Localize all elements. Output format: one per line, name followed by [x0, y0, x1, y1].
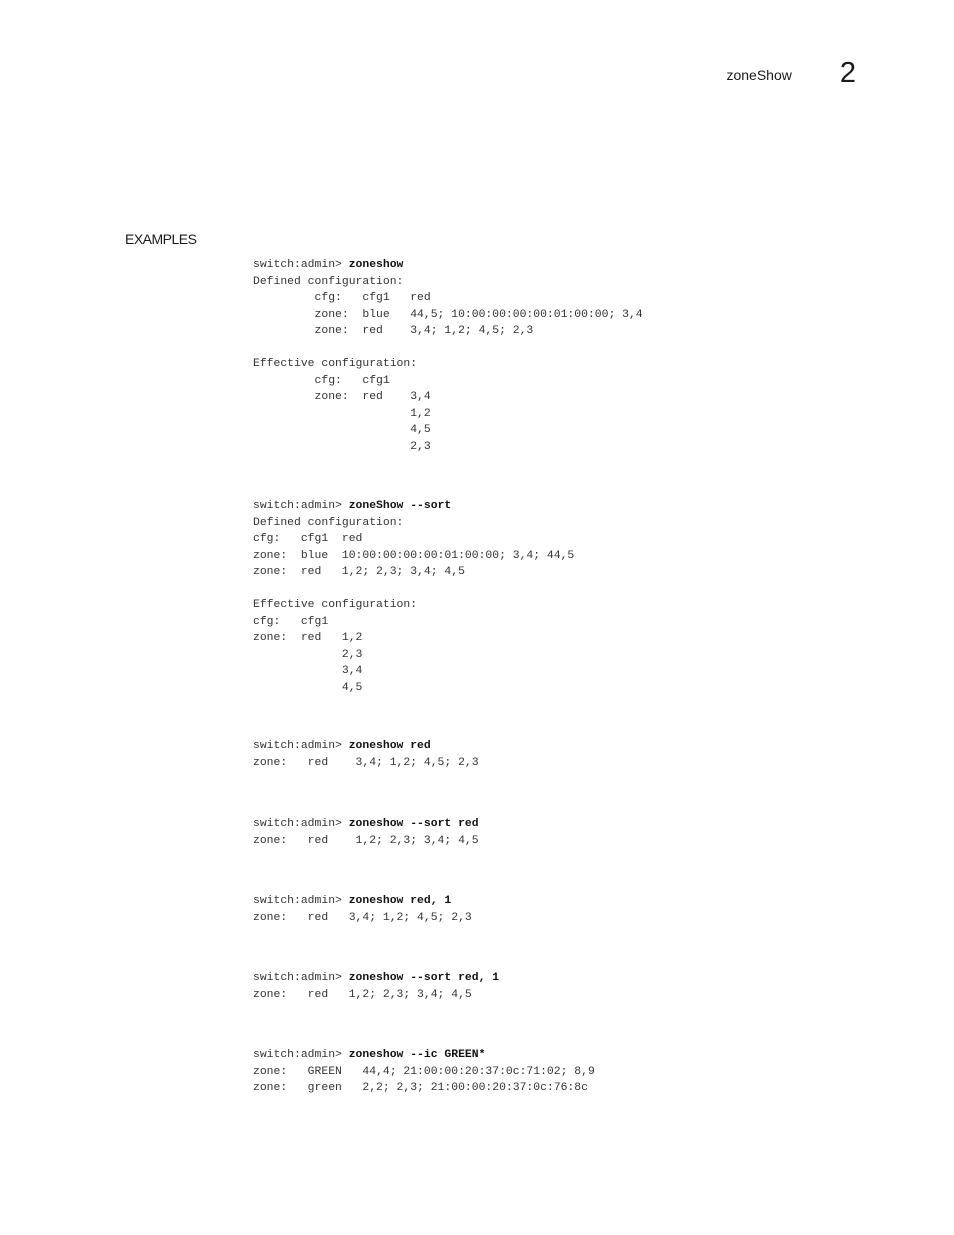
command: zoneShow --sort — [348, 500, 452, 512]
chapter-number: 2 — [839, 57, 856, 89]
command: zoneshow red — [348, 740, 431, 752]
command-output: zone: red 1,2; 2,3; 3,4; 4,5 — [253, 988, 472, 1001]
command-output: Defined configuration: cfg: cfg1 red zone: blue 10:00:00:00:00:01:00:00; 3,4; 44,5 zone: red 1,2; 2,3; 3,4; 4,5 Effective configuration: cfg: cfg1 zone: red 1,2 2,3 3,4 4,5 — [253, 516, 575, 694]
command: zoneshow --sort red, 1 — [348, 972, 500, 984]
command-output: zone: GREEN 44,4; 21:00:00:20:37:0c:71:02; 8,9 zone: green 2,2; 2,3; 21:00:00:20:37:0c:76:8c — [253, 1065, 595, 1094]
prompt: switch:admin> — [253, 972, 349, 984]
example-zoneshow-sort-red — [253, 816, 479, 849]
prompt: switch:admin> — [253, 740, 349, 752]
example-zoneshow-sort — [253, 498, 574, 696]
command-line — [253, 1047, 595, 1064]
prompt: switch:admin> — [253, 500, 349, 512]
command-line — [253, 738, 479, 755]
command-output: zone: red 3,4; 1,2; 4,5; 2,3 — [253, 756, 479, 769]
running-title: zoneShow — [726, 67, 792, 83]
command-output: zone: red 1,2; 2,3; 3,4; 4,5 — [253, 834, 479, 847]
command: zoneshow — [348, 259, 404, 271]
prompt: switch:admin> — [253, 895, 349, 907]
command-line — [253, 498, 574, 515]
command-output: Defined configuration: cfg: cfg1 red zone: blue 44,5; 10:00:00:00:00:01:00:00; 3,4 zone: red 3,4; 1,2; 4,5; 2,3 Effective configuration: cfg: cfg1 zone: red 3,4 1,2 4,5 2,3 — [253, 275, 643, 453]
command: zoneshow --ic GREEN* — [348, 1049, 486, 1061]
example-zoneshow-sort-red-1 — [253, 970, 499, 1003]
command-output: zone: red 3,4; 1,2; 4,5; 2,3 — [253, 911, 472, 924]
example-zoneshow-red — [253, 738, 479, 771]
command-line — [253, 970, 499, 987]
section-heading: EXAMPLES — [125, 231, 197, 247]
command: zoneshow red, 1 — [348, 895, 452, 907]
command: zoneshow --sort red — [348, 818, 479, 830]
command-line — [253, 893, 472, 910]
example-zoneshow-red-1 — [253, 893, 472, 926]
example-zoneshow — [253, 257, 643, 455]
command-line — [253, 257, 643, 274]
command-line — [253, 816, 479, 833]
running-header — [726, 58, 856, 88]
prompt: switch:admin> — [253, 818, 349, 830]
prompt: switch:admin> — [253, 1049, 349, 1061]
example-zoneshow-ic-green — [253, 1047, 595, 1097]
prompt: switch:admin> — [253, 259, 349, 271]
